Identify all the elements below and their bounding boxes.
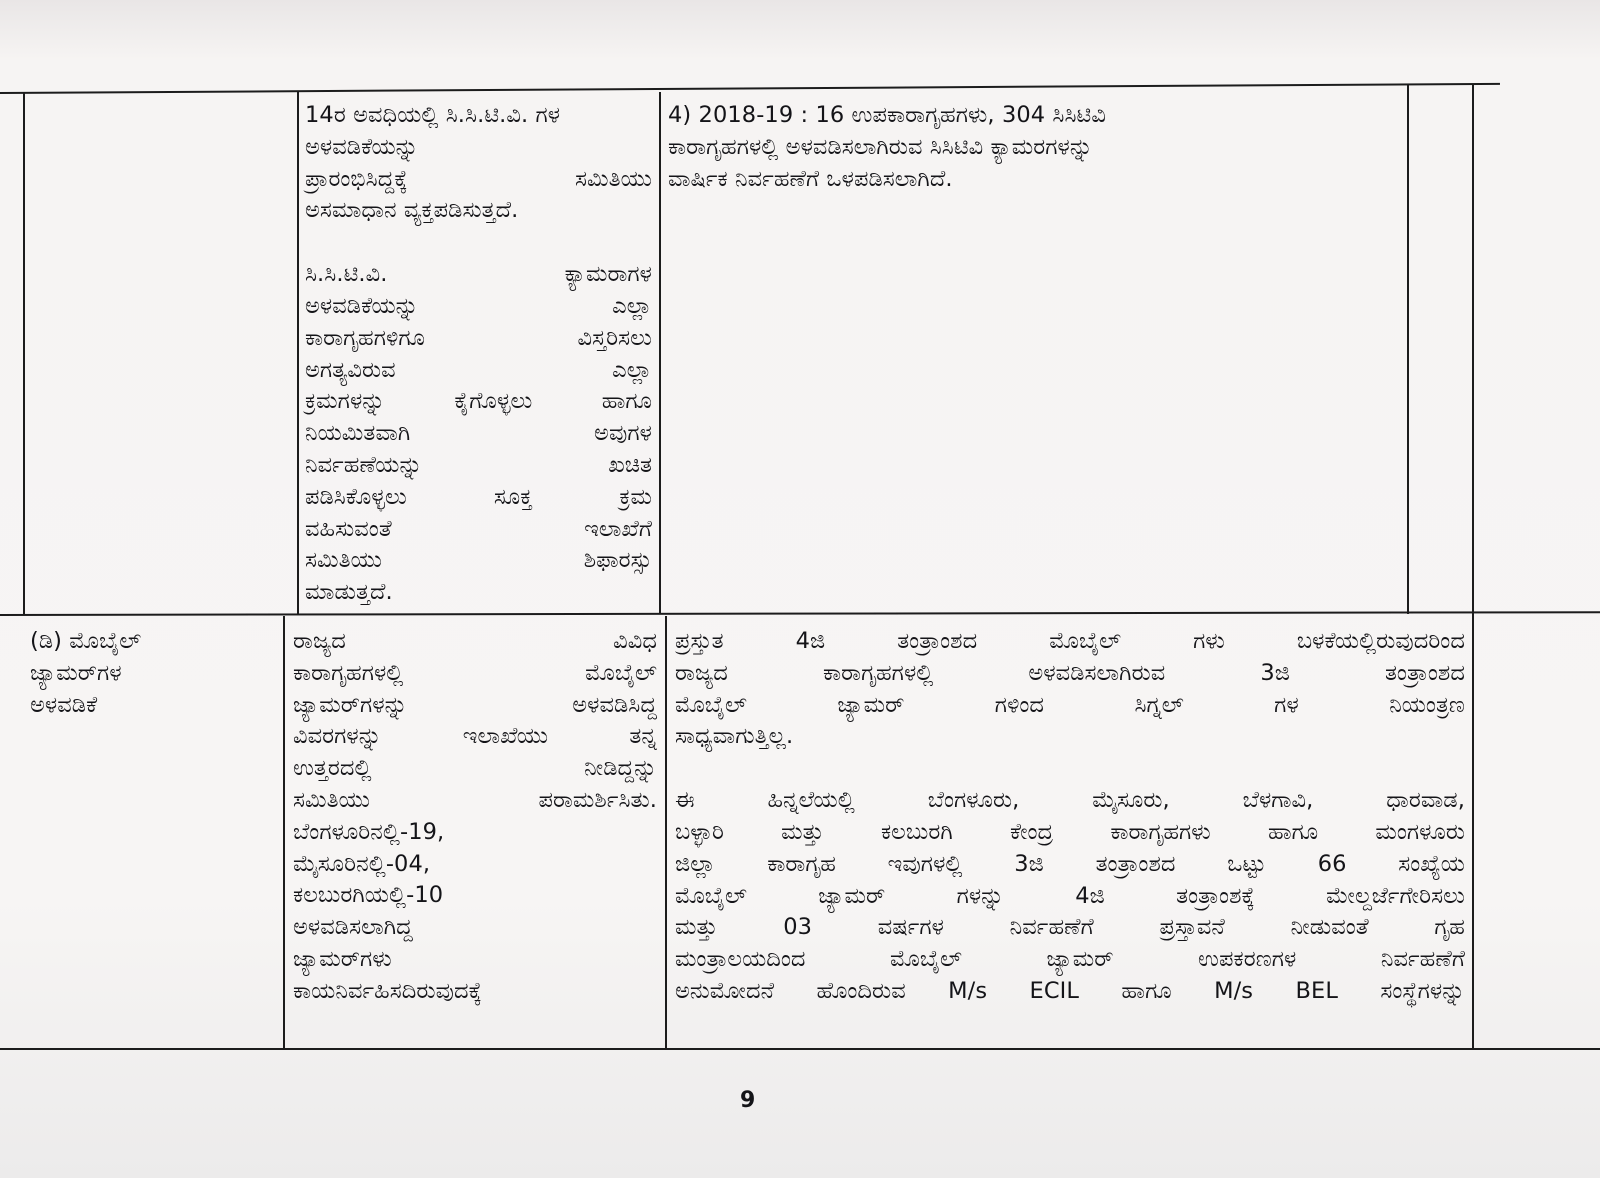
text-line: ಸಮಿತಿಯು ಪರಾಮರ್ಶಿಸಿತು. xyxy=(293,786,657,813)
text-line: (ಡಿ) ಮೊಬೈಲ್ xyxy=(30,628,142,654)
text-line: ಅಳವಡಿಕೆ xyxy=(30,691,98,718)
text-line: ಪ್ರಾರಂಭಿಸಿದ್ದಕ್ಕೆ ಸಮಿತಿಯು xyxy=(305,165,652,192)
text-line: 4) 2018-19 : 16 ಉಪಕಾರಾಗೃಹಗಳು, 304 ಸಿಸಿಟಿವಿ xyxy=(668,102,1106,128)
text-line: ಮೊಬೈಲ್ ಜ್ಯಾಮರ್ ಗಳನ್ನು 4ಜಿ ತಂತ್ರಾಂಶಕ್ಕೆ ಮೇಲ್ದರ್ಜೆಗೇರಿಸಲು xyxy=(675,882,1465,909)
row2-recommendation-cell xyxy=(293,626,657,1008)
text-line: ಅಗತ್ಯವಿರುವ ಎಲ್ಲಾ xyxy=(305,356,652,383)
text-line: ಉತ್ತರದಲ್ಲಿ ನೀಡಿದ್ದನ್ನು xyxy=(293,755,657,782)
text-line: ಕ್ರಮಗಳನ್ನು ಕೈಗೊಳ್ಳಲು ಹಾಗೂ xyxy=(305,388,652,415)
text-line: ವಹಿಸುವಂತೆ ಇಲಾಖೆಗೆ xyxy=(305,515,652,542)
column-divider-3 xyxy=(659,92,661,614)
text-line: ಕಾರಾಗೃಹಗಳಲ್ಲಿ ಅಳವಡಿಸಲಾಗಿರುವ ಸಿಸಿಟಿವಿ ಕ್ಯಾಮರಗಳನ್ನು xyxy=(668,133,1093,160)
text-line: ಅಳವಡಿಕೆಯನ್ನು xyxy=(305,133,419,160)
text-line: ಮತ್ತು 03 ವರ್ಷಗಳ ನಿರ್ವಹಣೆಗೆ ಪ್ರಸ್ತಾವನೆ ನೀಡುವಂತೆ ಗೃಹ xyxy=(675,914,1465,941)
text-line: ಅಸಮಾಧಾನ ವ್ಯಕ್ತಪಡಿಸುತ್ತದೆ. xyxy=(305,197,519,224)
text-line: ಸಾಧ್ಯವಾಗುತ್ತಿಲ್ಲ. xyxy=(675,723,794,750)
text-line: ಕಾಯನಿರ್ವಹಿಸದಿರುವುದಕ್ಕೆ xyxy=(293,977,482,1004)
report-table xyxy=(0,78,1600,1068)
text-line: ಮಂತ್ರಾಲಯದಿಂದ ಮೊಬೈಲ್ ಜ್ಯಾಮರ್ ಉಪಕರಣಗಳ ನಿರ್ವಹಣೆಗೆ xyxy=(675,946,1465,973)
text-line: 14ರ ಅವಧಿಯಲ್ಲಿ ಸಿ.ಸಿ.ಟಿ.ವಿ. ಗಳ xyxy=(305,102,561,128)
row1-action-taken-cell xyxy=(668,100,1398,195)
text-line: ಜ್ಯಾಮರ್‌ಗಳ xyxy=(30,659,122,686)
text-line: ವಾರ್ಷಿಕ ನಿರ್ವಹಣೆಗೆ ಒಳಪಡಿಸಲಾಗಿದೆ. xyxy=(668,165,953,192)
text-line: ಪ್ರಸ್ತುತ 4ಜಿ ತಂತ್ರಾಂಶದ ಮೊಬೈಲ್ ಗಳು ಬಳಕೆಯಲ್ಲಿರುವುದರಿಂದ xyxy=(675,628,1465,654)
text-line: ಸಮಿತಿಯು ಶಿಫಾರಸ್ಸು xyxy=(305,547,652,574)
text-line: ಜ್ಯಾಮರ್‌ಗಳು xyxy=(293,945,392,972)
text-line: ನಿಯಮಿತವಾಗಿ ಅವುಗಳ xyxy=(305,420,652,447)
text-line: ಅನುಮೋದನೆ ಹೊಂದಿರುವ M/s ECIL ಹಾಗೂ M/s BEL ಸಂಸ್ಥೆಗಳನ್ನು xyxy=(675,977,1465,1004)
column-divider-5 xyxy=(1472,84,1474,1048)
text-line: ಪಡಿಸಿಕೊಳ್ಳಲು ಸೂಕ್ತ ಕ್ರಮ xyxy=(305,483,652,510)
row2-action-taken-cell xyxy=(675,626,1465,1008)
row2-subject-cell xyxy=(30,626,275,721)
text-line: ರಾಜ್ಯದ ವಿವಿಧ xyxy=(293,628,657,654)
column-divider-1b xyxy=(283,616,285,1048)
text-line: ಈ ಹಿನ್ನಲೆಯಲ್ಲಿ ಬೆಂಗಳೂರು, ಮೈಸೂರು, ಬೆಳಗಾವಿ, ಧಾರವಾಡ, xyxy=(675,787,1465,814)
text-line: ಸಿ.ಸಿ.ಟಿ.ವಿ. ಕ್ಯಾಮರಾಗಳ xyxy=(305,261,652,288)
table-top-border xyxy=(0,83,1500,94)
page-number: 9 xyxy=(740,1088,756,1113)
text-line: ಅಳವಡಿಸಲಾಗಿದ್ದ xyxy=(293,914,413,941)
column-divider-2b xyxy=(665,616,667,1048)
text-line: ಅಳವಡಿಕೆಯನ್ನು ಎಲ್ಲಾ xyxy=(305,292,652,319)
row-divider xyxy=(0,611,1600,616)
text-line: ಮೊಬೈಲ್ ಜ್ಯಾಮರ್ ಗಳಿಂದ ಸಿಗ್ನಲ್ ಗಳ ನಿಯಂತ್ರಣ xyxy=(675,691,1465,718)
table-bottom-border xyxy=(0,1048,1600,1050)
text-line: ವಿವರಗಳನ್ನು ಇಲಾಖೆಯು ತನ್ನ xyxy=(293,723,657,750)
text-line: ಬಳ್ಳಾರಿ ಮತ್ತು ಕಲಬುರಗಿ ಕೇಂದ್ರ ಕಾರಾಗೃಹಗಳು ಹಾಗೂ ಮಂಗಳೂರು xyxy=(675,818,1465,845)
text-line: ರಾಜ್ಯದ ಕಾರಾಗೃಹಗಳಲ್ಲಿ ಅಳವಡಿಸಲಾಗಿರುವ 3ಜಿ ತಂತ್ರಾಂಶದ xyxy=(675,659,1465,686)
text-line: ಮಾಡುತ್ತದೆ. xyxy=(305,579,393,606)
column-divider-1a xyxy=(23,92,25,614)
text-line: ಕಾರಾಗೃಹಗಳಿಗೂ ವಿಸ್ತರಿಸಲು xyxy=(305,324,652,351)
column-divider-4a xyxy=(1407,84,1409,614)
text-line: ಕಾರಾಗೃಹಗಳಲ್ಲಿ ಮೊಬೈಲ್ xyxy=(293,659,657,686)
text-line: ಜಿಲ್ಲಾ ಕಾರಾಗೃಹ ಇವುಗಳಲ್ಲಿ 3ಜಿ ತಂತ್ರಾಂಶದ ಒಟ್ಟು 66 ಸಂಖ್ಯೆಯ xyxy=(675,850,1465,877)
text-line: ಜ್ಯಾಮರ್‌ಗಳನ್ನು ಅಳವಡಿಸಿದ್ದ xyxy=(293,691,657,718)
row1-recommendation-cell xyxy=(305,100,652,609)
text-line: ಬೆಂಗಳೂರಿನಲ್ಲಿ-19, xyxy=(293,818,445,845)
column-divider-2a xyxy=(297,92,299,614)
text-line: ನಿರ್ವಹಣೆಯನ್ನು ಖಚಿತ xyxy=(305,451,652,478)
text-line: ಮೈಸೂರಿನಲ್ಲಿ-04, xyxy=(293,850,431,877)
text-line: ಕಲಬುರಗಿಯಲ್ಲಿ-10 xyxy=(293,882,444,909)
